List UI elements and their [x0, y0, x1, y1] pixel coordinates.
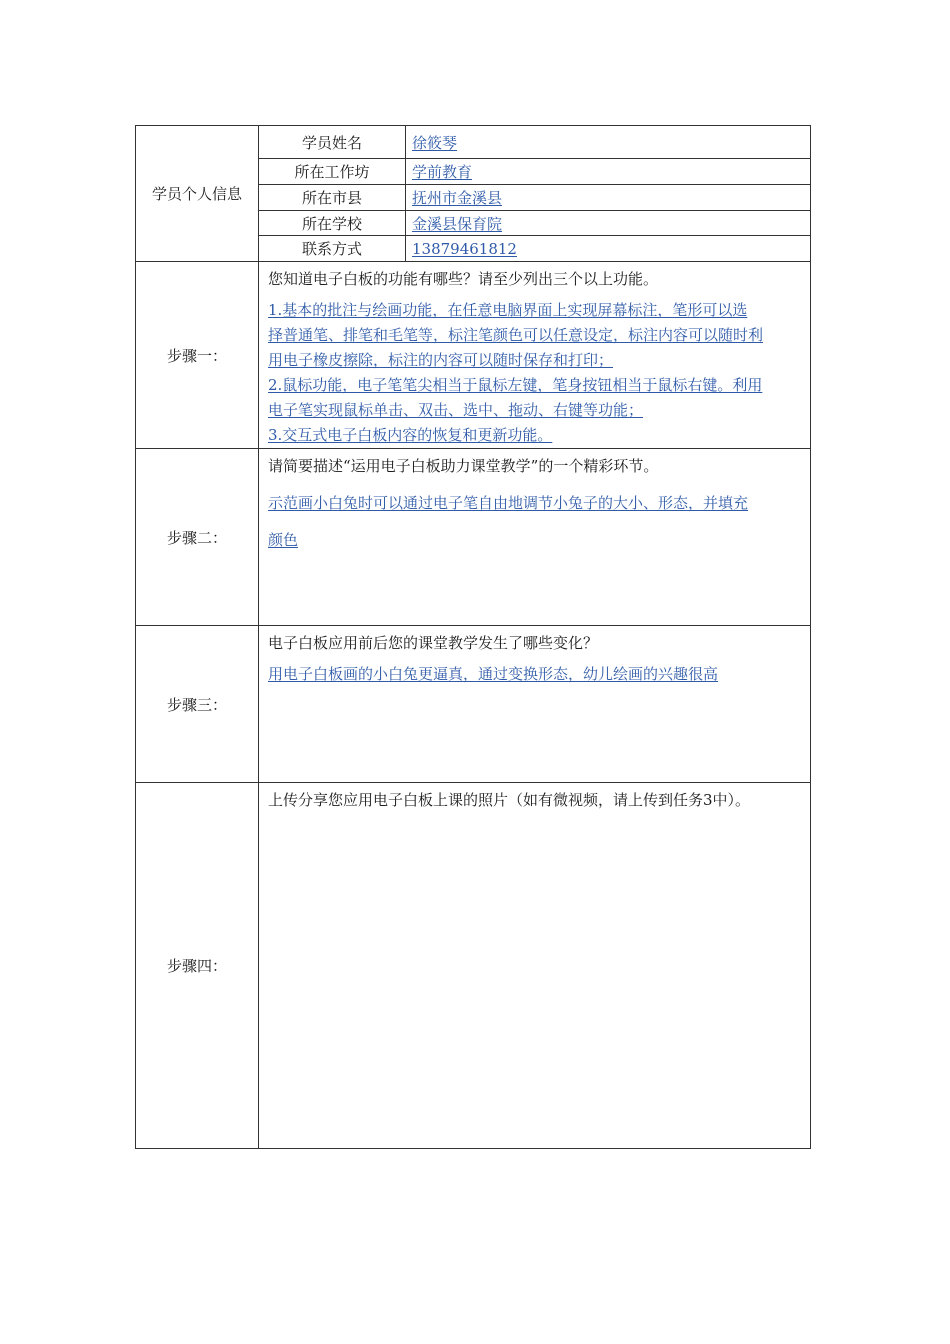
info-value-contact	[406, 236, 811, 262]
step-question-1: 您知道电子白板的功能有哪些？请至少列出三个以上功能。	[268, 270, 659, 288]
step-answer-3[interactable]	[268, 662, 802, 687]
info-value-school	[406, 211, 811, 236]
step-question-2: 请简要描述“运用电子白板助力课堂教学”的一个精彩环节。	[268, 457, 659, 475]
answer-line: 电子笔实现鼠标单击、双击、选中、拖动、右键等功能；	[268, 401, 644, 419]
answer-line: 择普通笔、排笔和毛笔等，标注笔颜色可以任意设定，标注内容可以随时利	[268, 326, 764, 344]
info-value-workshop	[406, 159, 811, 185]
step-content-3	[259, 626, 811, 783]
answer-line: 2.鼠标功能，电子笔笔尖相当于鼠标左键，笔身按钮相当于鼠标右键。利用	[268, 376, 763, 394]
info-label-name: 学员姓名	[259, 126, 406, 159]
step-row-2	[136, 449, 811, 626]
school-value[interactable]: 金溪县保育院	[412, 214, 503, 233]
step-label-2: 步骤二：	[136, 449, 259, 626]
answer-line: 颜色	[268, 531, 299, 549]
step-row-1	[136, 262, 811, 449]
step-label-3: 步骤三：	[136, 626, 259, 783]
step-content-1	[259, 262, 811, 449]
step-question-3: 电子白板应用前后您的课堂教学发生了哪些变化？	[268, 634, 599, 652]
step-row-4	[136, 783, 811, 1149]
step-label-4: 步骤四：	[136, 783, 259, 1149]
info-label-workshop: 所在工作坊	[259, 159, 406, 185]
info-label-county: 所在市县	[259, 185, 406, 211]
section-label-personal-info: 学员个人信息	[136, 126, 259, 262]
answer-line: 3.交互式电子白板内容的恢复和更新功能。	[268, 426, 553, 444]
step-content-2	[259, 449, 811, 626]
name-value[interactable]: 徐筱琴	[412, 133, 458, 152]
step-question-4: 上传分享您应用电子白板上课的照片（如有微视频，请上传到任务3中）。	[268, 791, 751, 809]
step-label-1: 步骤一：	[136, 262, 259, 449]
answer-line: 1.基本的批注与绘画功能，在任意电脑界面上实现屏幕标注，笔形可以选	[268, 301, 748, 319]
info-label-school: 所在学校	[259, 211, 406, 236]
answer-line: 用电子白板画的小白兔更逼真，通过变换形态，幼儿绘画的兴趣很高	[268, 665, 719, 683]
info-value-county	[406, 185, 811, 211]
step-answer-1[interactable]	[268, 298, 802, 448]
contact-value[interactable]: 13879461812	[412, 239, 517, 258]
info-value-name	[406, 126, 811, 159]
county-value[interactable]: 抚州市金溪县	[412, 189, 503, 207]
student-form-table	[135, 125, 811, 1149]
step-content-4	[259, 783, 811, 1149]
answer-line: 示范画小白兔时可以通过电子笔自由地调节小兔子的大小、形态，并填充	[268, 494, 749, 512]
step-row-3	[136, 626, 811, 783]
photo-upload-area[interactable]	[268, 811, 802, 1131]
info-row-name	[136, 126, 811, 159]
answer-line: 用电子橡皮擦除，标注的内容可以随时保存和打印；	[268, 351, 614, 369]
workshop-value[interactable]: 学前教育	[412, 163, 473, 181]
info-label-contact: 联系方式	[259, 236, 406, 262]
step-answer-2[interactable]	[268, 485, 802, 559]
